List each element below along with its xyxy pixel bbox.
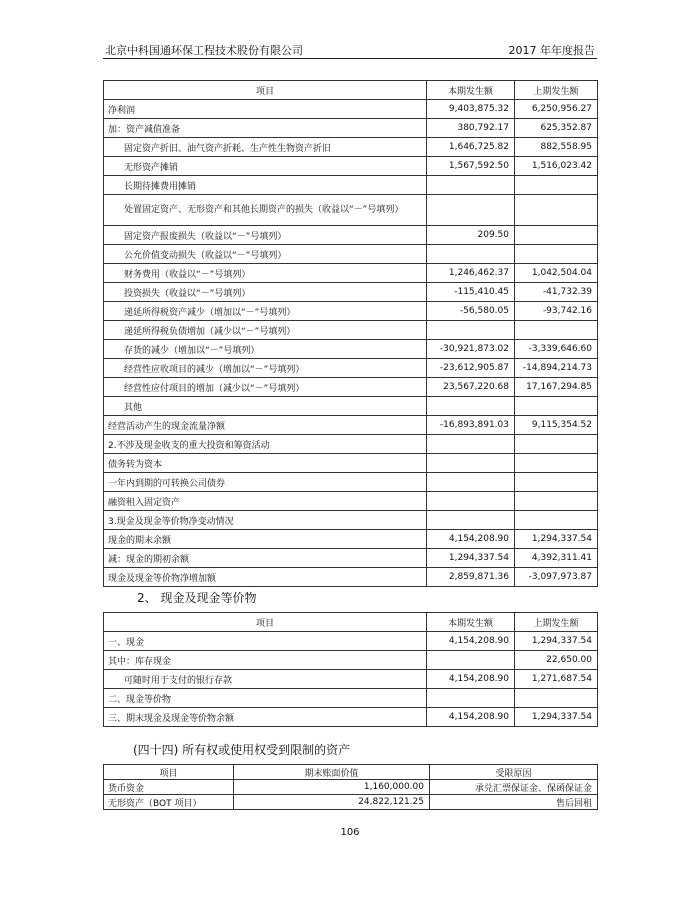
- item-cell: 经营性应付项目的增加（减少以“－”号填列）: [104, 378, 427, 397]
- table-row: [104, 321, 598, 340]
- current-amount-cell: [427, 473, 515, 492]
- table-row: [104, 226, 598, 245]
- table-row: [104, 651, 598, 670]
- table-row: [104, 416, 598, 435]
- prior-amount-cell: 1,294,337.54: [515, 632, 598, 651]
- item-cell: 无形资产（BOT 项目）: [104, 795, 234, 810]
- prior-amount-cell: -93,742.16: [515, 302, 598, 321]
- cash-flow-supplement-table: [103, 80, 598, 587]
- current-amount-cell: -16,893,891.03: [427, 416, 515, 435]
- item-cell: 长期待摊费用摊销: [104, 176, 427, 195]
- book-value-cell: 24,822,121.25: [234, 795, 430, 810]
- current-amount-cell: 23,567,220.68: [427, 378, 515, 397]
- current-amount-cell: -23,612,905.87: [427, 359, 515, 378]
- item-cell: 处置固定资产、无形资产和其他长期资产的损失（收益以“－”号填列）: [104, 195, 427, 226]
- item-cell: 加：资产减值准备: [104, 119, 427, 138]
- item-cell: 净利润: [104, 100, 427, 119]
- current-amount-cell: [427, 321, 515, 340]
- table-row: [104, 397, 598, 416]
- table-header-row: [104, 613, 598, 632]
- restricted-assets-table: [103, 764, 598, 810]
- prior-amount-cell: [515, 245, 598, 264]
- prior-amount-cell: 17,167,294.85: [515, 378, 598, 397]
- table-row: [104, 435, 598, 454]
- prior-amount-cell: 1,294,337.54: [515, 708, 598, 727]
- book-value-cell: 1,160,000.00: [234, 780, 430, 795]
- prior-amount-cell: 1,042,504.04: [515, 264, 598, 283]
- table-row: [104, 138, 598, 157]
- item-cell: 货币资金: [104, 780, 234, 795]
- table-row: [104, 454, 598, 473]
- prior-amount-cell: 6,250,956.27: [515, 100, 598, 119]
- current-amount-cell: -30,921,873.02: [427, 340, 515, 359]
- header-item: 项目: [104, 81, 427, 100]
- table-row: [104, 176, 598, 195]
- current-amount-cell: [427, 397, 515, 416]
- restriction-reason-cell: 售后回租: [430, 795, 598, 810]
- current-amount-cell: 1,646,725.82: [427, 138, 515, 157]
- header-reason: 受限原因: [430, 765, 598, 780]
- prior-amount-cell: [515, 195, 598, 226]
- page-header: [103, 40, 597, 59]
- table-row: [104, 689, 598, 708]
- company-name: 北京中科国通环保工程技术股份有限公司: [105, 44, 303, 57]
- table-row: [104, 100, 598, 119]
- table-row: [104, 302, 598, 321]
- table-row: [104, 245, 598, 264]
- item-cell: 二、现金等价物: [104, 689, 427, 708]
- prior-amount-cell: [515, 492, 598, 511]
- section-restricted-assets-title: (四十四) 所有权或使用权受到限制的资产: [133, 743, 351, 757]
- table-row: [104, 549, 598, 568]
- table-row: [104, 157, 598, 176]
- item-cell: 现金的期末余额: [104, 530, 427, 549]
- item-cell: 2.不涉及现金收支的重大投资和筹资活动: [104, 435, 427, 454]
- current-amount-cell: [427, 435, 515, 454]
- table-row: [104, 340, 598, 359]
- table-row: [104, 473, 598, 492]
- table-row: [104, 795, 598, 810]
- current-amount-cell: 4,154,208.90: [427, 670, 515, 689]
- item-cell: 可随时用于支付的银行存款: [104, 670, 427, 689]
- item-cell: 减：现金的期初余额: [104, 549, 427, 568]
- table-row: [104, 119, 598, 138]
- table-row: [104, 632, 598, 651]
- header-prior: 上期发生额: [515, 613, 598, 632]
- prior-amount-cell: 22,650.00: [515, 651, 598, 670]
- item-cell: 公允价值变动损失（收益以“－”号填列）: [104, 245, 427, 264]
- item-cell: 现金及现金等价物净增加额: [104, 568, 427, 587]
- table-row: [104, 378, 598, 397]
- table-row: [104, 511, 598, 530]
- table-header-row: [104, 81, 598, 100]
- current-amount-cell: 1,294,337.54: [427, 549, 515, 568]
- current-amount-cell: 4,154,208.90: [427, 530, 515, 549]
- prior-amount-cell: 4,392,311.41: [515, 549, 598, 568]
- item-cell: 固定资产折旧、油气资产折耗、生产性生物资产折旧: [104, 138, 427, 157]
- prior-amount-cell: [515, 454, 598, 473]
- item-cell: 递延所得税负债增加（减少以“－”号填列）: [104, 321, 427, 340]
- table-row: [104, 670, 598, 689]
- item-cell: 3.现金及现金等价物净变动情况: [104, 511, 427, 530]
- prior-amount-cell: -41,732.39: [515, 283, 598, 302]
- item-cell: 存货的减少（增加以“－”号填列）: [104, 340, 427, 359]
- current-amount-cell: [427, 176, 515, 195]
- prior-amount-cell: [515, 435, 598, 454]
- item-cell: 融资租入固定资产: [104, 492, 427, 511]
- page-number: 106: [340, 827, 360, 838]
- current-amount-cell: -56,580.05: [427, 302, 515, 321]
- prior-amount-cell: 1,516,023.42: [515, 157, 598, 176]
- table-row: [104, 780, 598, 795]
- current-amount-cell: [427, 511, 515, 530]
- current-amount-cell: 1,567,592.50: [427, 157, 515, 176]
- current-amount-cell: 4,154,208.90: [427, 632, 515, 651]
- current-amount-cell: 9,403,875.32: [427, 100, 515, 119]
- current-amount-cell: [427, 454, 515, 473]
- current-amount-cell: 2,859,871.36: [427, 568, 515, 587]
- prior-amount-cell: 625,352.87: [515, 119, 598, 138]
- item-cell: 一年内到期的可转换公司债券: [104, 473, 427, 492]
- table-row: [104, 530, 598, 549]
- header-item: 项目: [104, 765, 234, 780]
- prior-amount-cell: -3,097,973.87: [515, 568, 598, 587]
- current-amount-cell: 209.50: [427, 226, 515, 245]
- table-header-row: [104, 765, 598, 780]
- item-cell: 经营活动产生的现金流量净额: [104, 416, 427, 435]
- table-row: [104, 264, 598, 283]
- report-title: 2017 年年度报告: [508, 44, 595, 57]
- current-amount-cell: 4,154,208.90: [427, 708, 515, 727]
- prior-amount-cell: 1,294,337.54: [515, 530, 598, 549]
- item-cell: 其中：库存现金: [104, 651, 427, 670]
- restriction-reason-cell: 承兑汇票保证金、保函保证金: [430, 780, 598, 795]
- item-cell: 经营性应收项目的减少（增加以“－”号填列）: [104, 359, 427, 378]
- prior-amount-cell: -3,339,646.60: [515, 340, 598, 359]
- prior-amount-cell: [515, 176, 598, 195]
- prior-amount-cell: 9,115,354.52: [515, 416, 598, 435]
- item-cell: 递延所得税资产减少（增加以“－”号填列）: [104, 302, 427, 321]
- item-cell: 财务费用（收益以“－”号填列）: [104, 264, 427, 283]
- current-amount-cell: [427, 245, 515, 264]
- item-cell: 投资损失（收益以“－”号填列）: [104, 283, 427, 302]
- item-cell: 三、期末现金及现金等价物余额: [104, 708, 427, 727]
- section-cash-equivalents-title: 2、 现金及现金等价物: [137, 591, 257, 605]
- table-row: [104, 568, 598, 587]
- prior-amount-cell: 882,558.95: [515, 138, 598, 157]
- prior-amount-cell: [515, 511, 598, 530]
- item-cell: 固定资产报废损失（收益以“－”号填列）: [104, 226, 427, 245]
- current-amount-cell: [427, 195, 515, 226]
- item-cell: 债务转为资本: [104, 454, 427, 473]
- table-row: [104, 359, 598, 378]
- header-item: 项目: [104, 613, 427, 632]
- header-prior: 上期发生额: [515, 81, 598, 100]
- current-amount-cell: [427, 651, 515, 670]
- current-amount-cell: 1,246,462.37: [427, 264, 515, 283]
- prior-amount-cell: [515, 321, 598, 340]
- table-row: [104, 283, 598, 302]
- item-cell: 无形资产摊销: [104, 157, 427, 176]
- cash-equivalents-table: [103, 612, 598, 727]
- prior-amount-cell: [515, 689, 598, 708]
- current-amount-cell: 380,792.17: [427, 119, 515, 138]
- prior-amount-cell: [515, 473, 598, 492]
- header-book-value: 期末账面价值: [234, 765, 430, 780]
- table-row: [104, 195, 598, 226]
- table-row: [104, 708, 598, 727]
- prior-amount-cell: [515, 397, 598, 416]
- current-amount-cell: [427, 689, 515, 708]
- header-current: 本期发生额: [427, 81, 515, 100]
- current-amount-cell: -115,410.45: [427, 283, 515, 302]
- prior-amount-cell: [515, 226, 598, 245]
- prior-amount-cell: 1,271,687.54: [515, 670, 598, 689]
- header-current: 本期发生额: [427, 613, 515, 632]
- item-cell: 一、现金: [104, 632, 427, 651]
- prior-amount-cell: -14,894,214.73: [515, 359, 598, 378]
- current-amount-cell: [427, 492, 515, 511]
- item-cell: 其他: [104, 397, 427, 416]
- table-row: [104, 492, 598, 511]
